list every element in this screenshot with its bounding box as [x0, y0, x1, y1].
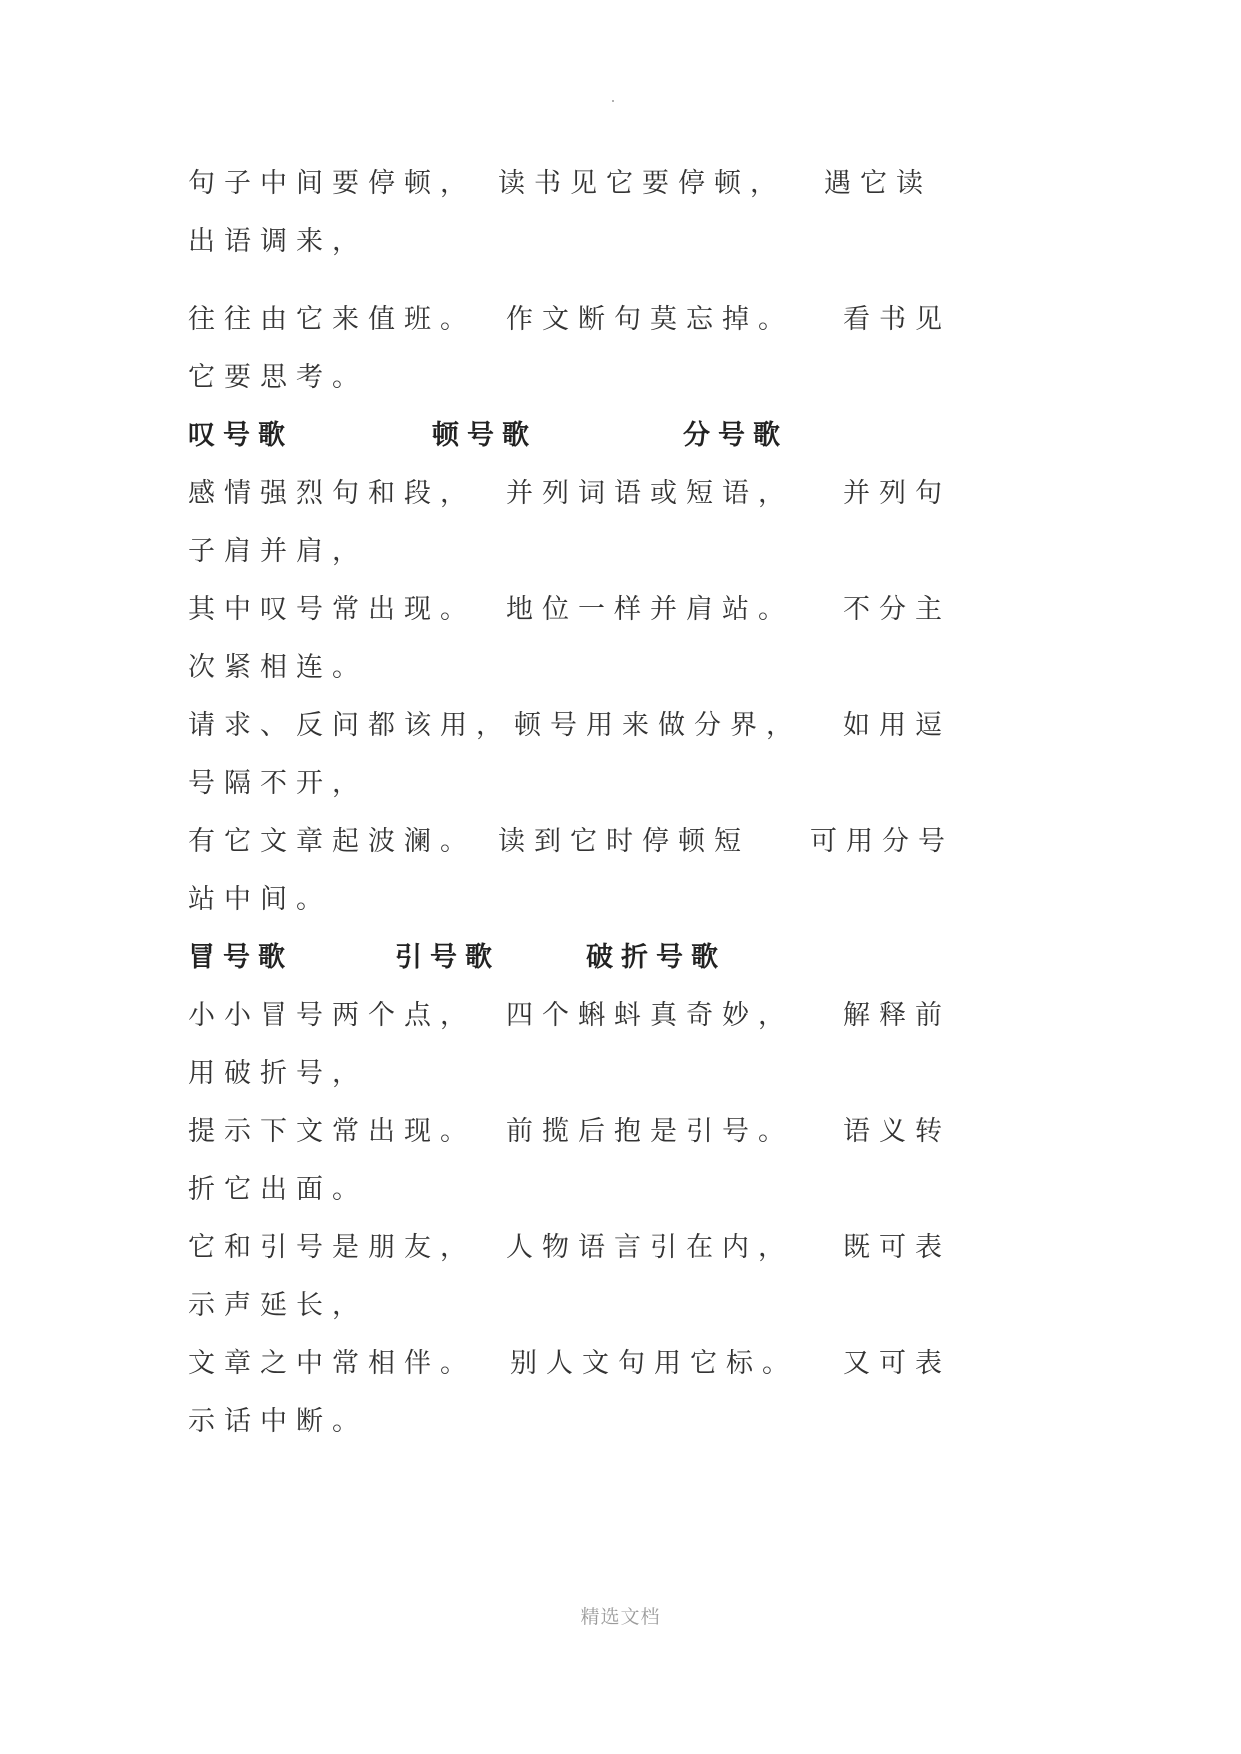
- poem-text: 它和引号是朋友，: [188, 1232, 476, 1263]
- poem-text: 既可表: [843, 1232, 951, 1263]
- poem-text: 示声延长，: [188, 1290, 368, 1321]
- poem-text: 号隔不开，: [188, 768, 368, 799]
- poem-text: 并列词语或短语，: [506, 478, 794, 509]
- poem-text: 读到它时停顿短: [498, 826, 750, 857]
- section-heading: 破折号歌: [586, 942, 726, 973]
- poem-text: 用破折号，: [188, 1058, 368, 1089]
- poem-text: 它要思考。: [188, 362, 368, 393]
- poem-text: 解释前: [843, 1000, 951, 1031]
- poem-text: 不分主: [843, 594, 951, 625]
- poem-text: 往往由它来值班。: [188, 304, 476, 335]
- poem-text: 小小冒号两个点，: [188, 1000, 476, 1031]
- poem-text: 文章之中常相伴。: [188, 1348, 476, 1379]
- poem-text: 语义转: [843, 1116, 951, 1147]
- section-heading: 冒号歌: [188, 942, 293, 973]
- section-heading: 分号歌: [683, 420, 788, 451]
- poem-text: 子肩并肩，: [188, 536, 368, 567]
- poem-text: 别人文句用它标。: [510, 1348, 798, 1379]
- page-footer: 精选文档: [580, 1606, 661, 1628]
- top-page-dot: [612, 100, 614, 102]
- poem-text: 又可表: [843, 1348, 951, 1379]
- poem-text: 出语调来，: [188, 226, 368, 257]
- poem-text: 折它出面。: [188, 1174, 368, 1205]
- section-heading: 引号歌: [395, 942, 500, 973]
- poem-text: 感情强烈句和段，: [188, 478, 476, 509]
- section-heading: 叹号歌: [188, 420, 293, 451]
- poem-text: 可用分号: [810, 826, 954, 857]
- poem-text: 顿号用来做分界，: [514, 710, 802, 741]
- poem-text: 前揽后抱是引号。: [506, 1116, 794, 1147]
- poem-text: 句子中间要停顿，: [188, 168, 476, 199]
- poem-text: 人物语言引在内，: [506, 1232, 794, 1263]
- poem-text: 提示下文常出现。: [188, 1116, 476, 1147]
- section-heading: 顿号歌: [432, 420, 537, 451]
- poem-text: 遇它读: [824, 168, 932, 199]
- poem-text: 如用逗: [843, 710, 951, 741]
- poem-text: 站中间。: [188, 884, 332, 915]
- poem-text: 并列句: [843, 478, 951, 509]
- poem-text: 读书见它要停顿，: [498, 168, 786, 199]
- poem-text: 次紧相连。: [188, 652, 368, 683]
- poem-text: 作文断句莫忘掉。: [506, 304, 794, 335]
- poem-text: 四个蝌蚪真奇妙，: [506, 1000, 794, 1031]
- poem-text: 示话中断。: [188, 1406, 368, 1437]
- poem-text: 请求、反问都该用，: [188, 710, 512, 741]
- poem-text: 地位一样并肩站。: [506, 594, 794, 625]
- poem-text: 有它文章起波澜。: [188, 826, 476, 857]
- poem-text: 看书见: [843, 304, 951, 335]
- poem-text: 其中叹号常出现。: [188, 594, 476, 625]
